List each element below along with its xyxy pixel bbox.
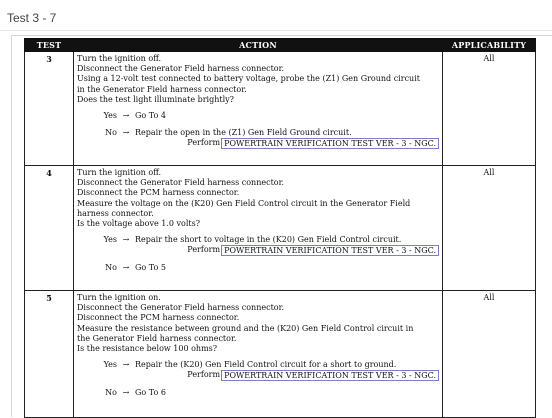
table-row xyxy=(25,166,536,291)
arrow-icon: → xyxy=(122,263,130,273)
table-row xyxy=(25,291,536,418)
arrow-icon: → xyxy=(122,388,130,398)
test-number-cell xyxy=(25,166,74,291)
no-label: No xyxy=(105,388,117,398)
perform-label: Perform xyxy=(187,138,221,148)
diagnostic-table xyxy=(24,38,536,418)
action-line: Is the resistance below 100 ohms? xyxy=(77,344,218,354)
yes-result: Go To 4 xyxy=(135,111,166,121)
no-result: Go To 6 xyxy=(135,388,166,398)
action-line: Using a 12-volt test connected to battery voltage, probe the (Z1) Gen Ground circuit xyxy=(77,74,420,84)
no-branch xyxy=(77,128,439,149)
test-number: 5 xyxy=(46,293,52,303)
applicability-value: All xyxy=(483,54,495,63)
verification-test-link[interactable]: POWERTRAIN VERIFICATION TEST VER - 3 - NGC. xyxy=(221,370,439,381)
arrow-icon: → xyxy=(122,128,130,138)
arrow-icon: → xyxy=(122,235,130,245)
no-result: Repair the open in the (Z1) Gen Field Ground circuit. xyxy=(135,128,352,138)
action-line: in the Generator Field harness connector. xyxy=(77,84,247,94)
table-row xyxy=(25,52,536,166)
verification-test-link[interactable]: POWERTRAIN VERIFICATION TEST VER - 3 - NGC. xyxy=(221,138,439,149)
action-line: Measure the resistance between ground and the (K20) Gen Field Control circuit in xyxy=(77,323,414,333)
action-line: Turn the ignition off. xyxy=(77,168,162,177)
applicability-cell xyxy=(443,291,536,418)
action-line: Turn the ignition off. xyxy=(77,54,162,63)
applicability-value: All xyxy=(483,293,495,302)
no-branch xyxy=(77,388,439,398)
yes-result: Repair the short to voltage in the (K20) Gen Field Control circuit. xyxy=(135,235,402,245)
action-line: Disconnect the PCM harness connector. xyxy=(77,313,240,323)
action-line: harness connector. xyxy=(77,208,154,218)
test-number: 3 xyxy=(46,54,52,64)
action-line: Is the voltage above 1.0 volts? xyxy=(77,219,201,229)
table-header-row xyxy=(25,39,536,52)
action-line: Measure the voltage on the (K20) Gen Field Control circuit in the Generator Field xyxy=(77,198,411,208)
action-line: Disconnect the Generator Field harness connector. xyxy=(77,178,285,188)
action-cell xyxy=(74,291,443,418)
applicability-cell xyxy=(443,166,536,291)
test-number-cell xyxy=(25,52,74,166)
arrow-icon: → xyxy=(122,360,130,370)
yes-label: Yes xyxy=(103,360,117,370)
no-label: No xyxy=(105,128,117,138)
test-number: 4 xyxy=(46,168,52,178)
action-line: the Generator Field harness connector. xyxy=(77,333,237,343)
yes-branch xyxy=(77,360,439,381)
action-line: Turn the ignition on. xyxy=(77,293,161,302)
header-test: TEST xyxy=(25,39,74,52)
header-action: ACTION xyxy=(74,39,443,52)
test-number-cell xyxy=(25,291,74,418)
no-label: No xyxy=(105,263,117,273)
yes-label: Yes xyxy=(103,235,117,245)
page-title: Test 3 - 7 xyxy=(7,11,57,25)
applicability-value: All xyxy=(483,168,495,177)
no-result: Go To 5 xyxy=(135,263,166,273)
arrow-icon: → xyxy=(122,111,130,121)
header-applicability: APPLICABILITY xyxy=(443,39,536,52)
action-line: Does the test light illuminate brightly? xyxy=(77,94,234,104)
action-cell xyxy=(74,52,443,166)
yes-branch xyxy=(77,111,439,121)
action-line: Disconnect the PCM harness connector. xyxy=(77,188,240,198)
title-divider xyxy=(0,30,552,31)
action-line: Disconnect the Generator Field harness connector. xyxy=(77,64,285,74)
yes-branch xyxy=(77,235,439,256)
perform-label: Perform xyxy=(187,370,221,380)
yes-label: Yes xyxy=(103,111,117,121)
yes-result: Repair the (K20) Gen Field Control circuit for a short to ground. xyxy=(135,360,397,370)
perform-label: Perform xyxy=(187,245,221,255)
no-branch xyxy=(77,263,439,273)
action-line: Disconnect the Generator Field harness connector. xyxy=(77,303,285,313)
action-cell xyxy=(74,166,443,291)
verification-test-link[interactable]: POWERTRAIN VERIFICATION TEST VER - 3 - NGC. xyxy=(221,245,439,256)
applicability-cell xyxy=(443,52,536,166)
